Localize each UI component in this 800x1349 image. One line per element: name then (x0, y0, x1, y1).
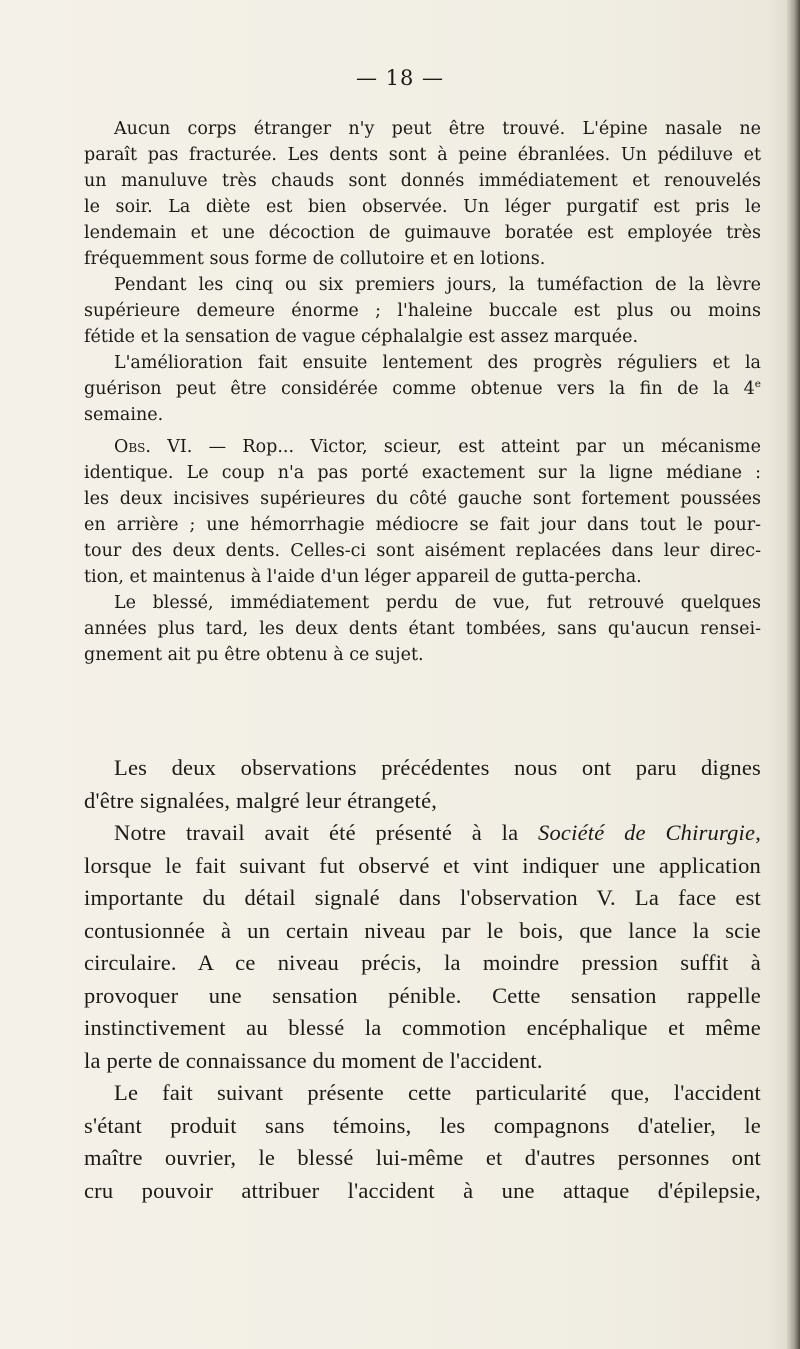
text-line: Le blessé, immédiatement perdu de vue, fut retrouvé quelques (114, 593, 761, 613)
text-fragment: guérison peut être considérée comme obtenue vers la fin de la 4 (84, 379, 755, 399)
observation-label: Obs. VI. (114, 437, 193, 457)
text-line: cru pouvoir attribuer l'accident à une attaque d'épilepsie, (84, 1177, 761, 1203)
text-line: lorsque le fait suivant fut observé et vint indiquer une application (84, 852, 761, 878)
observation-vi (84, 434, 761, 668)
text-line: s'étant produit sans témoins, les compagnons d'atelier, le (84, 1112, 761, 1138)
text-line: d'être signalées, malgré leur étrangeté, (84, 787, 438, 813)
text-line (84, 817, 761, 850)
text-line: provoquer une sensation pénible. Cette sensation rappelle (84, 982, 761, 1008)
text-line: tion, et maintenus à l'aide d'un léger appareil de gutta-percha. (84, 567, 642, 587)
text-fragment: , (755, 820, 762, 845)
text-line: maître ouvrier, le blessé lui-même et d'autres personnes ont (84, 1145, 761, 1170)
text-line: la perte de connaissance du moment de l'accident. (84, 1047, 543, 1073)
text-line: instinctivement au blessé la commotion encéphalique et même (84, 1015, 761, 1040)
text-line: Aucun corps étranger n'y peut être trouvé. L'épine nasale ne (114, 119, 761, 139)
text-line: Pendant les cinq ou six premiers jours, la tuméfaction de la lèvre (114, 275, 761, 295)
text-line: lendemain et une décoction de guimauve boratée est employée très (84, 223, 761, 243)
text-line (84, 376, 761, 402)
page-number: — 18 — (355, 66, 445, 90)
text-line: supérieure demeure énorme ; l'haleine buccale est plus ou moins (84, 301, 761, 321)
page-edge-shadow (786, 0, 800, 1349)
text-line (84, 434, 761, 460)
text-line: contusionnée à un certain niveau par le bois, que lance la scie (84, 917, 761, 943)
text-line: un manuluve très chauds sont donnés immédiatement et renouvelés (84, 171, 761, 191)
observation-continuation (84, 116, 761, 428)
text-line: fréquemment sous forme de collutoire et en lotions. (84, 249, 546, 269)
text-line: importante du détail signalé dans l'observation V. La face est (84, 885, 761, 910)
text-line: tour des deux dents. Celles-ci sont aisément replacées dans leur direc- (84, 541, 761, 561)
text-line: L'amélioration fait ensuite lentement des progrès réguliers et la (114, 353, 761, 373)
text-line: Les deux observations précédentes nous ont paru dignes (114, 755, 761, 780)
text-line: le soir. La diète est bien observée. Un léger purgatif est pris le (84, 197, 761, 217)
text-line: fétide et la sensation de vague céphalalgie est assez marquée. (84, 327, 639, 347)
text-fragment: Notre travail avait été présenté à la (114, 820, 539, 845)
text-line: semaine. (84, 405, 164, 425)
text-line: identique. Le coup n'a pas porté exactement sur la ligne médiane : (84, 463, 761, 483)
text-line: Le fait suivant présente cette particularité que, l'accident (114, 1080, 761, 1105)
ordinal-superscript: e (754, 378, 761, 391)
text-line: les deux incisives supérieures du côté gauche sont fortement poussées (84, 489, 761, 509)
text-line: circulaire. A ce niveau précis, la moindre pression suffit à (84, 950, 761, 975)
text-line: en arrière ; une hémorrhagie médiocre se fait jour dans tout le pour- (84, 515, 761, 535)
text-line: gnement ait pu être obtenu à ce sujet. (84, 645, 424, 665)
commentary-section (84, 752, 761, 1207)
text-line: paraît pas fracturée. Les dents sont à peine ébranlées. Un pédiluve et (84, 145, 761, 165)
text-fragment: — Rop... Victor, scieur, est atteint par un mécanisme (192, 437, 762, 457)
text-line: années plus tard, les deux dents étant tombées, sans qu'aucun rensei- (84, 619, 761, 639)
society-name: Société de Chirurgie (538, 820, 756, 845)
